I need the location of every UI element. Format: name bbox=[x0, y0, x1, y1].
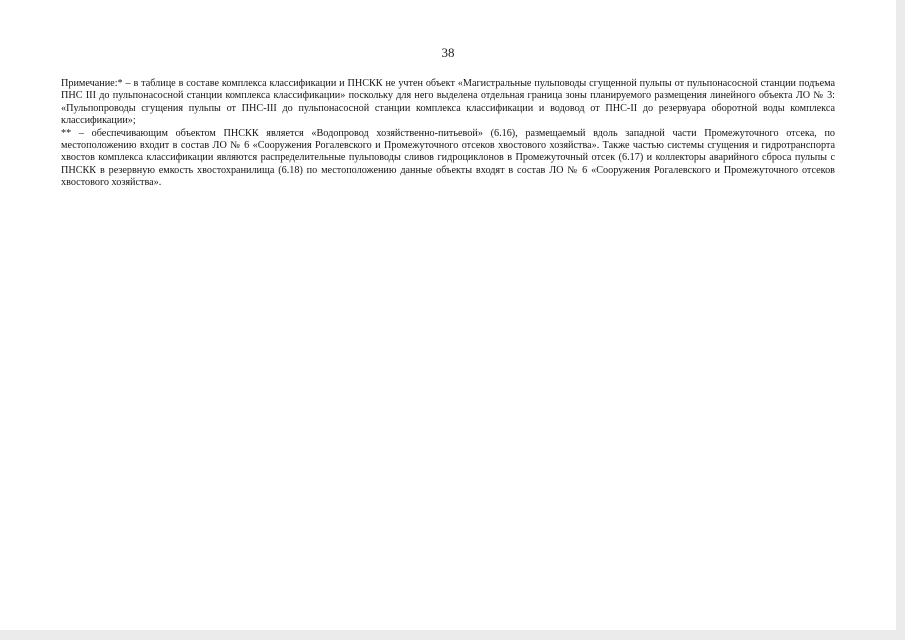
footnote-paragraph-2: ** – обеспечивающим объектом ПНСКК является «Водопровод хозяйственно-питьевой» (6.16), размещаемый вдоль западной части Промежуточного отсека, по местоположению входит в состав ЛО № 6 «Сооружения Рогалевского и Промежуточного отсеков хвостового хозяйства». Также частью системы сгущения и гидротранспорта хвостов комплекса классификации являются распределительные пульповоды сливов гидроциклонов в Промежуточный отсек (6.17) и коллекторы аварийного сброса пульпы с ПНСКК в резервную емкость хвостохранилища (6.18) по местоположению данные объекты входят в состав ЛО № 6 «Сооружения Рогалевского и Промежуточного отсеков хвостового хозяйства». bbox=[61, 127, 835, 189]
page-number: 38 bbox=[441, 45, 455, 60]
footnote-paragraph-1: Примечание:* – в таблице в составе комплекса классификации и ПНСКК не учтен объект «Магистральные пульповоды сгущенной пульпы от пульпонасосной станции подъема ПНС III до пульпонасосной станции комплекса классификации» поскольку для него выделена отдельная граница зоны планируемого размещения линейного объекта ЛО № 3: «Пульпопроводы сгущения пульпы от ПНС-III до пульпонасосной станции комплекса классификации и водовод от ПНС-II до резервуара оборотной воды комплекса классификации»; bbox=[61, 78, 835, 127]
footnote-block bbox=[61, 78, 835, 190]
